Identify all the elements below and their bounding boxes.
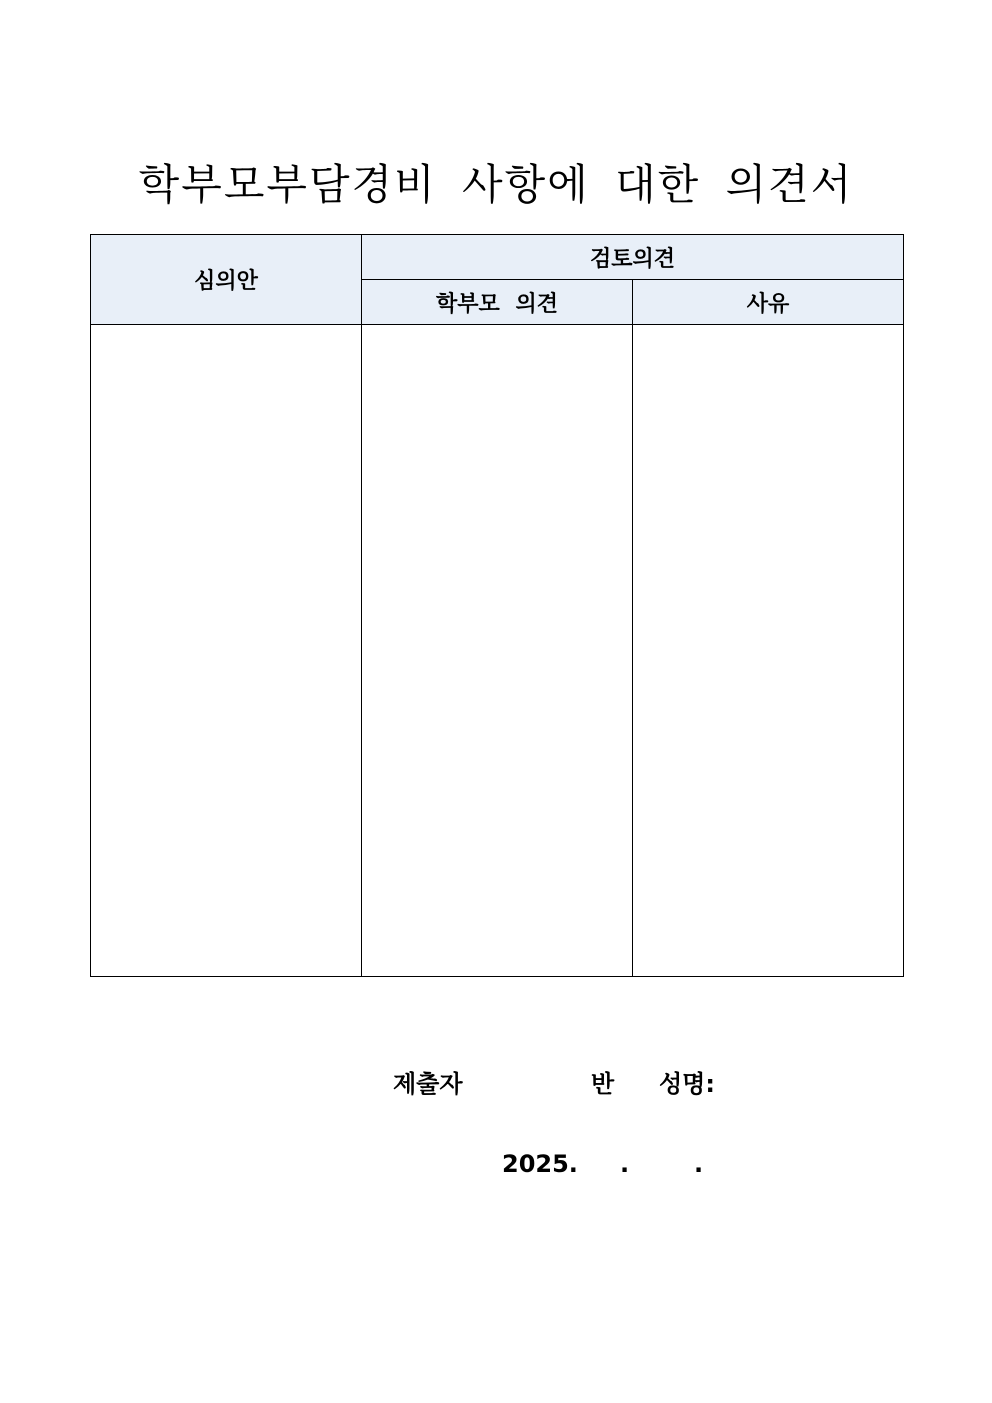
date-month-dot: . <box>620 1150 630 1178</box>
submitter-line <box>0 1064 992 1104</box>
opinion-table <box>90 234 904 977</box>
date-year: 2025. <box>502 1150 578 1178</box>
name-label: 성명: <box>659 1070 715 1098</box>
submitter-label: 제출자 <box>393 1070 463 1098</box>
date-day-dot: . <box>694 1150 704 1178</box>
header-review-opinion: 검토의견 <box>362 235 904 280</box>
class-label: 반 <box>591 1070 615 1098</box>
cell-proposal[interactable] <box>91 325 362 977</box>
header-parent-opinion: 학부모 의견 <box>362 280 633 325</box>
cell-parent-opinion[interactable] <box>362 325 633 977</box>
header-reason: 사유 <box>633 280 904 325</box>
cell-reason[interactable] <box>633 325 904 977</box>
document-title: 학부모부담경비 사항에 대한 의견서 <box>138 160 854 209</box>
header-proposal: 심의안 <box>91 235 362 325</box>
date-line <box>0 1150 992 1190</box>
